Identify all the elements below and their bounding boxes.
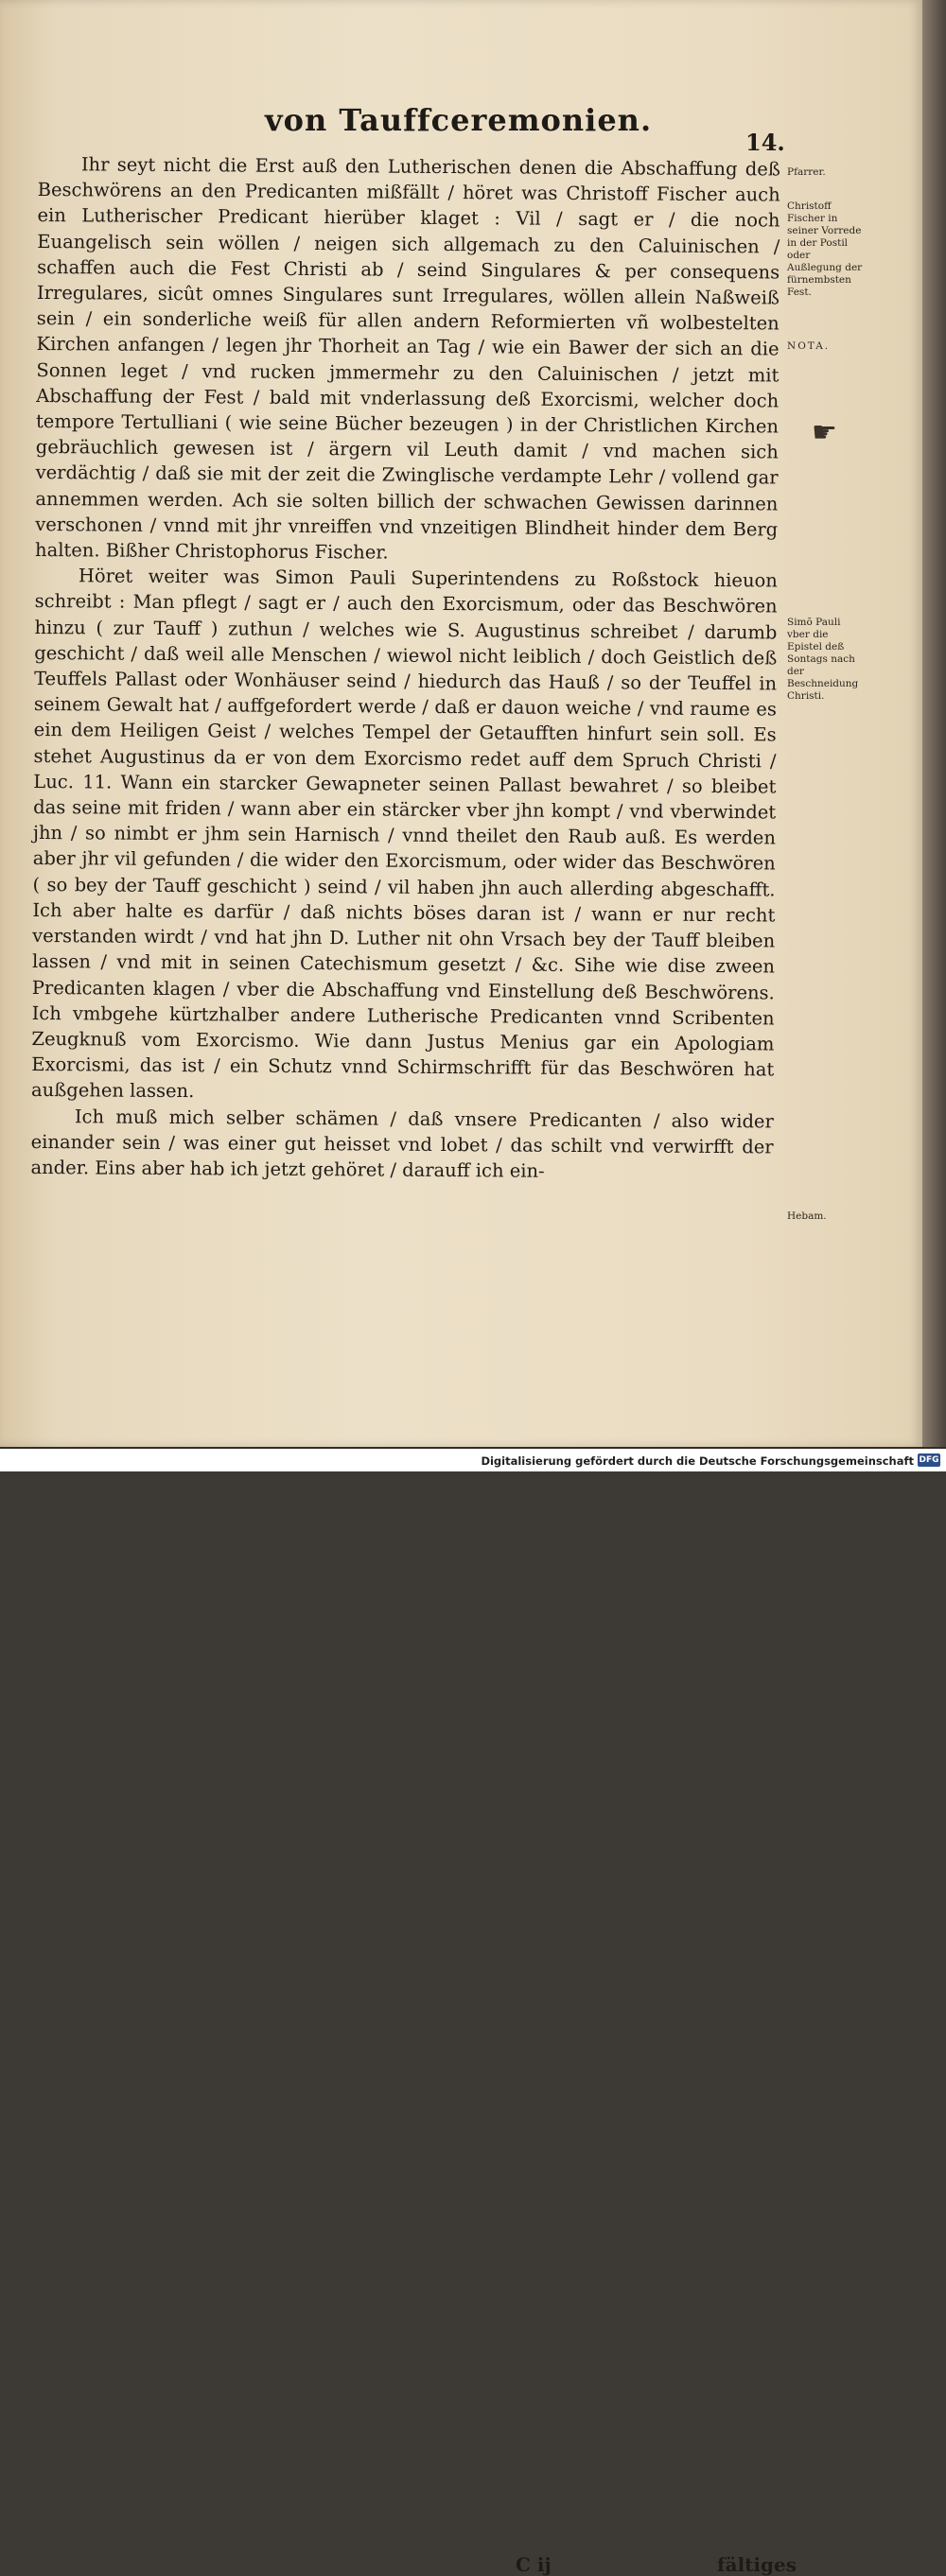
- paragraph-predicanten: Ich muß mich selber schämen / daß vnsere Predicanten / also wider einander sein / was einer gut heisset vnd lobet / das schilt vnd verwirfft der ander. Eins aber hab ich jetzt gehöret / darauff ich ein-: [30, 1105, 774, 1182]
- marginal-note-pfarrer: Pfarrer.: [787, 166, 826, 178]
- manicule-icon: ☛: [812, 416, 837, 449]
- signature-mark: C ij: [516, 2553, 552, 2576]
- main-text-block: [30, 151, 780, 1186]
- footer-credit: Digitalisierung gefördert durch die Deutsche Forschungsgemeinschaft: [481, 1454, 914, 1468]
- marginal-note-nota: NOTA.: [787, 340, 831, 352]
- page-edge: [922, 0, 946, 1447]
- paragraph-fischer: Ihr seyt nicht die Erst auß den Lutherischen denen die Abschaffung deß Beschwörens an den Predicanten mißfällt / höret was Christoff Fischer auch ein Lutherischer Predicant hierüber klaget : Vil / sagt er / die noch Euangelisch sein wöllen / neigen sich allgemach zu den Caluinischen / schaffen auch die Fest Christi ab / seind Singulares & per consequens Irregulares, sicût omnes Singulares sunt Irregulares, wöllen allein Naßweiß sein / ein sonderliche weiß für allen andern Reformierten vñ wolbestelten Kirchen anfangen / legen jhr Thorheit an Tag / wie ein Bawer der sich an die Sonnen leget / vnd rucken jmmermehr zu den Caluinischen / jetzt mit Abschaffung der Fest / bald mit vnderlassung deß Exorcismi, welcher doch tempore Tertulliani ( wie seine Bücher bezeugen ) in der Christlichen Kirchen gebräuchlich gewesen ist / ärgern vil Leuth damit / vnd machen sich verdächtig / daß sie mit der zeit die Zwinglische verdampte Lehr / vollend gar annemmen werden. Ach sie solten billich der schwachen Gewissen darinnen verschonen / vnnd mit jhr vnreiffen vnd vnzeitigen Blindheit hinder dem Berg halten. Bißher Christophorus Fischer.: [34, 153, 780, 564]
- marginal-note-hebam: Hebam.: [787, 1210, 827, 1222]
- folio-number: 14.: [745, 129, 785, 156]
- dfg-logo: DFG: [919, 1455, 939, 1465]
- marginal-note-fischer: Christoff Fischer in seiner Vorrede in der Postil oder Außlegung der fürnembsten Fest.: [787, 200, 863, 298]
- running-head: von Tauffceremonien.: [265, 102, 653, 138]
- catchword: fältiges: [717, 2553, 797, 2576]
- marginal-note-pauli: Simõ Pauli vber die Epistel deß Sontags nach der Beschneidung Christi.: [787, 617, 859, 702]
- paragraph-pauli: Höret weiter was Simon Pauli Superintendens zu Roßstock hieuon schreibt : Man pflegt / sagt er / auch den Exorcismum, oder das Beschwören hinzu ( zur Tauff ) zuthun / welches wie S. Augustinus schreibet / darumb geschicht / daß weil alle Menschen / wiewol nicht leiblich / doch Geistlich deß Teuffels Pallast oder Wonhäuser seind / hiedurch das Hauß / so der Teuffel in seinem Gewalt hat / auffgefordert werde / daß er dauon weiche / vnd raume es ein dem Heiligen Geist / welches Tempel der Getaufften hinfurt sein soll. Es stehet Augustinus da er von dem Exorcismo redet auff dem Spruch Christi / Luc. 11. Wann ein starcker Gewapneter seinen Pallast bewahret / so bleibet das seine mit friden / wann aber ein stärcker vber jhn kompt / vnd vberwindet jhn / so nimbt er jhm sein Harnisch / vnnd theilet den Raub auß. Es werden aber jhr vil gefunden / die wider den Exorcismum, oder wider das Beschwören ( so bey der Tauff geschicht ) seind / vil haben jhn auch allerding abgeschafft. Ich aber halte es darfür / daß nichts böses daran ist / wann er nur recht verstanden wirdt / vnd hat jhn D. Luther nit ohn Vrsach bey der Tauff bleiben lassen / vnd mit in seinen Catechismum gesetzt / &c. Sihe wie dise zween Predicanten klagen / vber die Abschaffung vnd Einstellung deß Beschwörens. Ich vmbgehe kürtzhalber andere Lutherische Predicanten vnnd Scribenten Zeugknuß vom Exorcismo. Wie dann Justus Menius gar ein Apologiam Exorcismi, das ist / ein Schutz vnnd Schirmschrifft für das Beschwören hat außgehen lassen.: [30, 565, 778, 1103]
